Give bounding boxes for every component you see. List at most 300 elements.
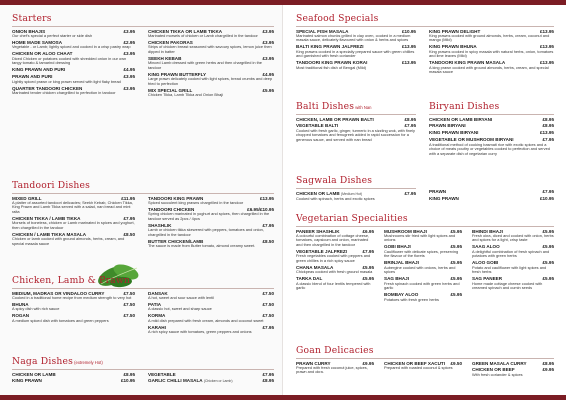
menu-item <box>148 223 274 237</box>
item-price: £3.95 <box>123 51 135 57</box>
veg-col-1 <box>296 229 374 293</box>
item-price: £8.95 <box>404 116 416 122</box>
item-name-text: KORMA <box>148 313 166 319</box>
item-price: £4.95 <box>262 71 274 77</box>
balti-section <box>296 101 416 173</box>
item-price: £3.95 <box>262 28 274 34</box>
chicken-title: Chicken, Lamb & Prawn <box>12 275 131 286</box>
sagwala-title: Sagwala Dishes <box>296 175 373 186</box>
item-name-text: SAG BHAJI <box>384 276 410 282</box>
item-price: £3.95 <box>123 28 135 34</box>
menu-item <box>296 361 374 375</box>
seafood-col-1 <box>296 29 416 72</box>
item-name-text: PRAWN AND PURI <box>12 74 53 80</box>
item-description: Mushrooms stir fried with light spices and onions <box>384 232 456 243</box>
item-price: £5.95 <box>542 228 554 234</box>
item-name-text: QUARTER TANDOORI CHICKEN <box>12 85 83 91</box>
seafood-title: Seafood Specials <box>296 13 379 24</box>
item-price: £5.95 <box>450 260 462 266</box>
right-top-band <box>283 0 566 5</box>
item-name-text: KING PRAWN AND PURI <box>12 67 66 73</box>
section-rule <box>296 26 554 27</box>
item-description: A mild dish prepared with fresh cream, almonds and coconut sweet <box>148 317 264 323</box>
item-description: A colourful combination of cottage cheese, tomatoes, capsicum and onion, marinated and then chargrilled in the tandoor <box>296 232 370 247</box>
item-name-text: VEGETABLE BALTI <box>296 123 339 129</box>
naga-col-2 <box>148 372 274 387</box>
menu-item <box>296 117 416 122</box>
veg-title: Vegetarian Specialities <box>296 213 408 224</box>
item-description: Minced Lamb dressed with green herbs and then chargrilled in the tandoor <box>148 60 262 70</box>
starters-title: Starters <box>12 13 52 24</box>
item-description: Strips of chicken breast seasoned with savoury spices, lemon juice then dipped in batter <box>148 44 272 54</box>
tandoori-col-1 <box>12 196 135 248</box>
item-description: A medium spiced dish with tomatoes and green peppers <box>12 317 109 323</box>
item-price: £8.95 <box>542 123 554 129</box>
item-name-text: CHICKEN OR LAMB BIRYANI <box>429 116 493 122</box>
menu-item <box>384 260 462 274</box>
menu-item <box>148 40 274 54</box>
item-name-text: GARLIC CHILLI MASALA <box>148 378 203 384</box>
menu-item <box>12 74 135 84</box>
item-price: £9.95 <box>542 367 554 373</box>
item-name-text: PANEER SHASHLIK <box>296 228 340 234</box>
item-price: £5.95 <box>450 228 462 234</box>
menu-item <box>296 265 374 275</box>
section-rule <box>296 226 554 227</box>
item-price: £5.95 <box>362 264 374 270</box>
item-name <box>12 67 135 72</box>
item-description: The sauce is made from Butter tomato, almond creamy sweet. <box>148 243 256 249</box>
item-description: A spicy dish with rich sauce <box>12 306 60 312</box>
menu-item <box>296 229 374 248</box>
item-price: £5.95 <box>362 276 374 282</box>
item-name-text: SAAG ALOO <box>472 244 500 250</box>
item-name-text: HOME MADE SAMOSA <box>12 39 63 45</box>
item-name-text: CHICKEN PAKORAS <box>148 39 193 45</box>
item-price: £13.95 <box>539 44 554 50</box>
sagwala-columns <box>296 191 416 207</box>
item-name-text: KARAHI <box>148 324 166 330</box>
item-name-text: DANSAK <box>148 290 168 296</box>
item-name-text: KING PRAWN BHUNA <box>429 44 477 50</box>
balti-note: with Nan <box>355 105 372 110</box>
item-price: £3.95 <box>262 39 274 45</box>
menu-item <box>296 44 416 58</box>
item-name-text: KING PRAWN <box>12 378 42 384</box>
item-price: £3.95 <box>262 55 274 61</box>
item-price: £10.95 <box>401 28 416 34</box>
balti-col <box>296 117 416 144</box>
menu-item <box>472 361 554 366</box>
left-top-band <box>0 0 283 5</box>
item-name-text: BHINDI BHAJI <box>472 228 503 234</box>
item-description: King prawns cooked in spicy masala with natural herbs, onion, tomatoes and lime leaves (Mild) <box>429 48 554 59</box>
item-name <box>12 372 135 377</box>
item-name-text: KING PRAWN BIRYANI <box>429 130 479 136</box>
menu-item <box>429 130 554 135</box>
item-price: £7.50 <box>262 313 274 319</box>
item-price: £5.95 <box>542 244 554 250</box>
menu-item <box>12 378 135 383</box>
starters-col-1 <box>12 29 135 98</box>
menu-item <box>12 67 135 72</box>
menu-item <box>296 29 416 43</box>
item-price: £7.95 <box>404 190 416 196</box>
chicken-col-1 <box>12 291 135 325</box>
item-description: Prepared with roasted coconut & spices <box>384 364 453 370</box>
balti-title <box>296 101 416 112</box>
vegetarian-section <box>296 213 554 359</box>
item-price: £2.95 <box>123 39 135 45</box>
item-description: A rich spicy sauce with tomatoes, green peppers and onions <box>148 329 252 335</box>
item-price: £4.95 <box>123 67 135 73</box>
naga-title <box>12 356 274 367</box>
item-price: £5.95 <box>542 260 554 266</box>
menu-item <box>472 276 554 290</box>
item-inline-note: (Chicken or Lamb) <box>203 379 233 384</box>
item-name <box>429 123 554 128</box>
item-description: Fresh okra, diced and cooked with onion, herbs and spices for a light, crisp taste <box>472 232 554 243</box>
section-rule <box>12 288 274 289</box>
item-name-text: VEGETABLE JALFREZI <box>296 248 347 254</box>
item-price: £7.95 <box>542 189 554 194</box>
item-name-text: MUSHROOM BHAJI <box>384 228 427 234</box>
item-name-text: TANDOORI KING PRAWN KORAI <box>296 60 368 66</box>
item-price: £7.95 <box>262 371 274 377</box>
item-description: Spring chicken marinated in yoghurt and spices, then chargrilled in the tandoor served as 2pcs / 4pcs <box>148 211 270 221</box>
item-name-text: SHASHLIK <box>148 222 172 228</box>
item-price: £9.50 <box>450 360 462 366</box>
menu-item <box>148 88 274 98</box>
balti-title-text: Balti Dishes <box>296 101 355 112</box>
item-name-text: CHICKEN TIKKA OR LAMB TIKKA <box>148 28 223 34</box>
menu-item <box>296 249 374 263</box>
menu-item <box>429 196 554 201</box>
item-price: £10.95 <box>539 195 554 201</box>
starters-columns <box>12 29 274 169</box>
item-name-text: CHICKEN / LAMB TIKKA MASALA <box>12 231 87 237</box>
item-name-text: PRAWN CURRY <box>296 360 331 366</box>
item-description: Spiced succulent king prawns chargrilled in the tandoor <box>148 199 244 205</box>
item-price: £7.95 <box>262 222 274 228</box>
item-description: Chicken or lamb cooked with ground almonds, herbs, cream, and special masala sauce <box>12 236 125 246</box>
seafood-section <box>296 13 554 109</box>
right-bottom-band <box>283 395 566 400</box>
section-rule <box>296 188 416 189</box>
menu-item <box>296 191 416 202</box>
menu-item <box>12 291 135 301</box>
item-price: £8.50 <box>123 231 135 237</box>
item-description: Morsels of boneless, chicken or Lamb marinated in spices and yoghurt, then chargrilled in the tandoor <box>12 220 135 230</box>
naga-title-text: Naga Dishes <box>12 356 74 367</box>
item-description: Marinated morsels of chicken or Lamb chargrilled in the tandoor <box>148 32 258 38</box>
item-description: Chicken Tikka, Lamb Tikka and Onion Bhaji <box>148 92 224 98</box>
goan-section <box>296 345 554 395</box>
section-rule <box>12 26 274 27</box>
item-price: £7.50 <box>123 301 135 307</box>
item-name-text: MIX SPECIAL GRILL <box>148 87 193 93</box>
menu-item <box>148 291 274 301</box>
goan-col-3 <box>472 361 554 379</box>
menu-item <box>472 367 554 377</box>
goan-col-1 <box>296 361 374 377</box>
item-description: Potato and cauliflower with light spices and fresh herbs <box>472 264 547 275</box>
item-description: Marinated salmon chunks grilled in clay oven, cooked in a medium masala sauce, delicately flavoured with onion & herbs and spices <box>296 32 411 43</box>
prawn-col <box>429 189 554 203</box>
menu-item <box>148 196 274 206</box>
item-price: £8.95 <box>542 360 554 366</box>
item-price: £8.95 <box>123 371 135 377</box>
item-description: Aubergine cooked with onions, herbs and spices <box>384 264 456 275</box>
item-name <box>429 117 554 122</box>
starters-section <box>12 13 274 169</box>
item-name-text: CHICKEN OR BEEF <box>472 367 515 373</box>
menu-item <box>148 302 274 312</box>
item-name-text: BALTI KING PRAWN JALFREZI <box>296 44 364 50</box>
item-name-text: KING PRAWN <box>429 195 459 201</box>
goan-columns <box>296 361 554 395</box>
menu-item <box>148 56 274 70</box>
item-name-text: BUTTER CHICKEN/LAMB <box>148 238 204 244</box>
item-name-text: SEEKH KEBAB <box>148 55 182 61</box>
menu-item <box>429 29 554 43</box>
menu-item <box>12 40 135 50</box>
menu-item <box>148 325 274 335</box>
item-name-text: TARKA DAL <box>296 276 323 282</box>
menu-item <box>472 229 554 243</box>
item-description: Prepared with fresh coconut juice, spices, prawn and okra. <box>296 364 368 375</box>
item-name <box>296 117 416 122</box>
item-price: £13.95 <box>401 60 416 66</box>
item-name-text: BRINJAL BHAJI <box>384 260 419 266</box>
biryani-col <box>429 117 554 158</box>
menu-item <box>12 216 135 230</box>
biryani-columns <box>429 117 554 179</box>
item-name-text: ALOO GOBI <box>472 260 499 266</box>
naga-columns <box>12 372 274 388</box>
item-description: A classic hot, sweet and sharp sauce <box>148 306 212 312</box>
item-name-text: CHICKEN OR LAMB <box>12 371 56 377</box>
item-description: Lightly spiced prawn or king prawn served with light flaky bread <box>12 78 121 84</box>
item-description: With fresh coriander & spices <box>472 371 523 377</box>
item-name <box>429 196 554 201</box>
item-price: £7.95 <box>542 137 554 143</box>
item-description: A hot, sweet and sour sauce with lentil <box>148 294 214 300</box>
biryani-title: Biryani Dishes <box>429 101 500 112</box>
menu-item <box>384 292 462 302</box>
menu-item <box>429 60 554 74</box>
item-name-text: KING PRAWN BUTTERFLY <box>148 71 207 77</box>
item-price: £5.95 <box>262 87 274 93</box>
item-name-text: CHICKEN TIKKA / LAMB TIKKA <box>12 215 81 221</box>
item-description: Cooked in a traditional home recipe from medium strength to very hot <box>12 294 132 300</box>
item-price: £6.95 <box>362 228 374 234</box>
item-price: £13.95 <box>539 28 554 34</box>
item-description: Fresh vegetables cooked with peppers and green chillies in a rich spicy sauce <box>296 253 371 263</box>
menu-item <box>472 244 554 258</box>
item-price: £3.95 <box>123 74 135 80</box>
item-name-text: CHICKEN OR BEEF XACUTI <box>384 360 445 366</box>
item-name-text: CHANA MASALA <box>296 264 334 270</box>
section-rule <box>12 369 274 370</box>
item-name-text: GREEN MASALA CURRY <box>472 360 527 366</box>
seafood-col-2 <box>429 29 554 77</box>
item-price: £7.50 <box>262 301 274 307</box>
item-name-text: SAG PANEER <box>472 276 503 282</box>
tandoori-section <box>12 180 274 276</box>
item-price: £7.50 <box>123 313 135 319</box>
left-bottom-band <box>0 395 283 400</box>
menu-item <box>472 260 554 274</box>
item-name-text: PRAWN BIRYANI <box>429 123 466 129</box>
section-rule <box>296 358 554 359</box>
item-description: Marinated tender chicken chargrilled to perfection in tandoor <box>12 90 116 96</box>
item-description: A classic blend of four lentils tempered with garlic <box>296 280 371 291</box>
item-name-text: TANDOORI KING PRAWN <box>148 195 204 201</box>
chicken-columns <box>12 291 274 351</box>
item-description: Vegetable - or Lamb; lightly spiced and cooked in a crisp pastry wrap <box>12 44 131 50</box>
item-name-text: CHICKEN, LAMB OR PRAWN BALTI <box>296 116 374 122</box>
item-description: King prawns cooked in a specially prepared sauce with green chillies and garnished with fresh coriander <box>296 48 415 59</box>
item-name-text: ROGAN <box>12 313 30 319</box>
menu-item <box>12 86 135 96</box>
menu-item <box>429 189 554 194</box>
item-price: £5.95 <box>450 244 462 250</box>
naga-col-1 <box>12 372 135 386</box>
prawn-section <box>429 189 554 205</box>
item-description: Lamb or chicken tikka skewered with peppers, tomatoes and onion, chargrilled in the tandoor <box>148 227 264 237</box>
item-price: £3.95 <box>123 85 135 91</box>
item-price: £7.50 <box>123 290 135 296</box>
naga-section <box>12 356 274 388</box>
sagwala-col <box>296 191 416 203</box>
item-price: £5.95 <box>542 276 554 282</box>
tandoori-columns <box>12 196 274 276</box>
item-name <box>148 372 274 377</box>
item-price: £7.95 <box>362 248 374 254</box>
naga-note: (extremely Hot) <box>74 360 103 365</box>
menu-item <box>384 244 462 258</box>
menu-item <box>429 123 554 128</box>
item-name-text: BHUNA <box>12 301 29 307</box>
item-description: A king prawn cooked with ground almonds, herbs, cream, and special masala sauce <box>429 64 549 75</box>
item-name-text: GOBI BHAJI <box>384 244 411 250</box>
item-description: A delightful combination of fresh spinach and potatoes with green herbs <box>472 248 550 259</box>
goan-title: Goan Delicacies <box>296 345 374 356</box>
item-price: £10.95 <box>120 378 135 384</box>
item-price: £13.95 <box>539 60 554 66</box>
item-price: £13.95 <box>259 195 274 201</box>
sagwala-section <box>296 175 416 207</box>
item-description: Cooked with spinach, herbs and exotic spices <box>296 195 375 201</box>
menu-item <box>384 361 462 371</box>
menu-item <box>12 313 135 323</box>
item-description: A platter of assorted tandoori delicacies; Seekh Kebab, Chicken Tikka, King Prawn and Lamb Tikka served with a salad, nan bread and mint raita <box>12 199 133 214</box>
item-name-text: KING PRAWN DELIGHT <box>429 28 481 34</box>
veg-col-2 <box>384 229 462 304</box>
item-price: £7.95 <box>123 215 135 221</box>
veg-columns <box>296 229 554 359</box>
section-rule <box>12 193 274 194</box>
item-price: £7.95 <box>262 324 274 330</box>
item-name-text: ONION BHAJIS <box>12 28 46 34</box>
seafood-columns <box>296 29 554 109</box>
menu-item <box>148 29 274 39</box>
item-description: Cauliflower with delicate spices, preserving the flavour of the florets <box>384 248 459 259</box>
item-price: £7.50 <box>262 290 274 296</box>
section-rule <box>429 114 554 115</box>
item-name-text: TANDOORI KING PRAWN MASALA <box>429 60 506 66</box>
menu-item <box>12 196 135 215</box>
balti-columns <box>296 117 416 173</box>
item-name <box>429 130 554 135</box>
menu-item <box>296 276 374 290</box>
menu-item <box>148 378 274 384</box>
item-price: £5.95 <box>450 292 462 298</box>
item-name-text: BOMBAY ALOO <box>384 292 419 298</box>
starters-col-2 <box>148 29 274 100</box>
item-description: Most traditional fish dish of Bengal (Mild) <box>296 64 367 70</box>
item-price: £13.95 <box>539 130 554 136</box>
veg-col-3 <box>472 229 554 293</box>
menu-item <box>148 372 274 377</box>
item-description: Large prawn delicately cooked with light spices, bread crumbs and deep fried to perfection <box>148 76 273 86</box>
item-name-text: TANDOORI CHICKEN <box>148 206 195 212</box>
item-description: Chickpeas cooked with fresh ground masala <box>296 269 373 275</box>
item-description: King prawns cooked with ground almonds, herbs, cream, coconut and mango (Mild) <box>429 32 550 43</box>
menu-item <box>429 44 554 58</box>
item-inline-note: (Medium Hot) <box>340 191 363 196</box>
item-name-text: VEGETABLE <box>148 371 176 377</box>
menu-item <box>148 239 274 249</box>
item-price: £8.50 <box>262 238 274 244</box>
menu-item <box>148 72 274 86</box>
item-name-text: SPECIAL FISH MASALA <box>296 28 349 34</box>
item-description: Our chef's special a perfect starter or side dish <box>12 32 93 38</box>
item-price: £8.95 <box>262 378 274 384</box>
item-name <box>429 189 554 194</box>
goan-col-2 <box>384 361 462 372</box>
menu-item <box>429 137 554 156</box>
item-description: Fresh spinach cooked with green herbs and garlic <box>384 280 460 291</box>
menu-item <box>384 276 462 290</box>
item-description: A traditional method of cooking basmati rice with exotic spices and a choice of meats poultry or vegetables cooked to perfection and served with a separate dish of vegetarian curry <box>429 141 550 156</box>
tandoori-title: Tandoori Dishes <box>12 180 91 191</box>
menu-item <box>384 229 462 243</box>
item-description: Home made cottage cheese cooked with creamed spinach and cumin seeds <box>472 280 543 291</box>
item-name <box>148 378 274 384</box>
menu-item <box>12 29 135 39</box>
item-name-text: PRAWN <box>429 189 447 194</box>
menu-item <box>296 123 416 142</box>
menu-item <box>148 313 274 323</box>
item-description: Cooked with fresh garlic, ginger, turmeric in a sizzling wok, with finely chopped tomatoes and fenugreek added in rapid succession for a generous sauce, and served with nan bread <box>296 127 415 142</box>
biryani-section <box>429 101 554 179</box>
menu-item <box>429 117 554 122</box>
item-name-text: VEGETABLE OR MUSHROOM BIRYANI <box>429 137 514 143</box>
item-price: £13.95 <box>401 44 416 50</box>
center-fold <box>282 0 283 400</box>
menu-item <box>296 60 416 70</box>
chicken-lamb-prawn-section <box>12 275 274 351</box>
item-name-text: MEDIUM, MADRAS OR VINDALOO CURRY <box>12 290 105 296</box>
menu-item <box>12 302 135 312</box>
menu-item <box>148 207 274 221</box>
item-price: £7.95 <box>404 123 416 129</box>
tandoori-col-2 <box>148 196 274 251</box>
menu-item <box>12 372 135 377</box>
menu-item <box>12 51 135 65</box>
